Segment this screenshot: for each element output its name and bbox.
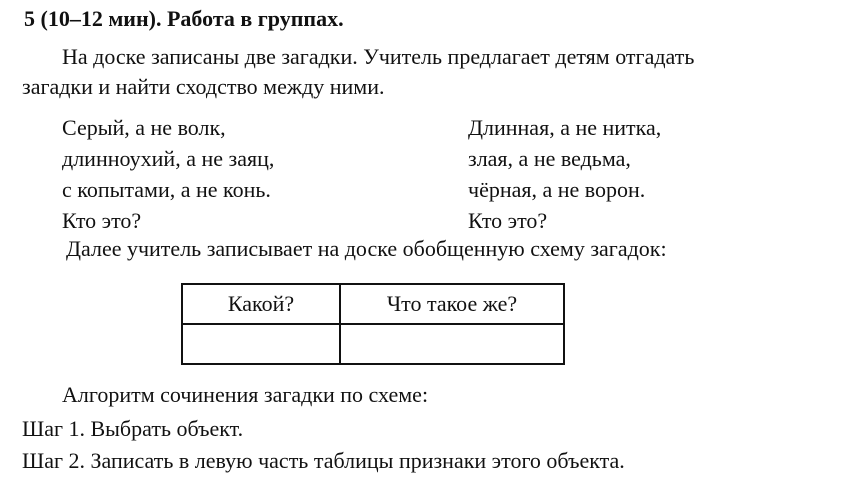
algorithm-step-1: Шаг 1. Выбрать объект. [22,416,244,441]
table-header-cell-same-as: Что такое же? [340,284,564,324]
algorithm-step-2: Шаг 2. Записать в левую часть таблицы признаки этого объекта. [22,448,625,473]
intro-line-1: На доске записаны две загадки. Учитель предлагает детям отгадать [62,44,695,69]
riddle-line: чёрная, а не ворон. [468,177,646,202]
riddle-question: Кто это? [62,208,142,233]
intro-line-2: загадки и найти сходство между ними. [22,74,385,99]
table-empty-cell [182,324,340,364]
riddle-right [468,112,661,236]
algorithm-title: Алгоритм сочинения загадки по схеме: [62,382,429,407]
table-header-row [182,284,564,324]
riddle-scheme-table [181,283,565,365]
table-empty-cell [340,324,564,364]
scheme-intro: Далее учитель записывает на доске обобщенную схему загадок: [66,236,667,261]
table-header-cell-what-kind: Какой? [182,284,340,324]
riddle-line: длинноухий, а не заяц, [62,146,275,171]
riddle-line: с копытами, а не конь. [62,177,271,202]
riddle-question: Кто это? [468,208,548,233]
riddle-line: злая, а не ведьма, [468,146,631,171]
riddle-line: Серый, а не волк, [62,115,226,140]
table-empty-row [182,324,564,364]
riddle-line: Длинная, а не нитка, [468,115,662,140]
section-heading: 5 (10–12 мин). Работа в группах. [24,6,344,31]
riddle-left [62,112,274,236]
